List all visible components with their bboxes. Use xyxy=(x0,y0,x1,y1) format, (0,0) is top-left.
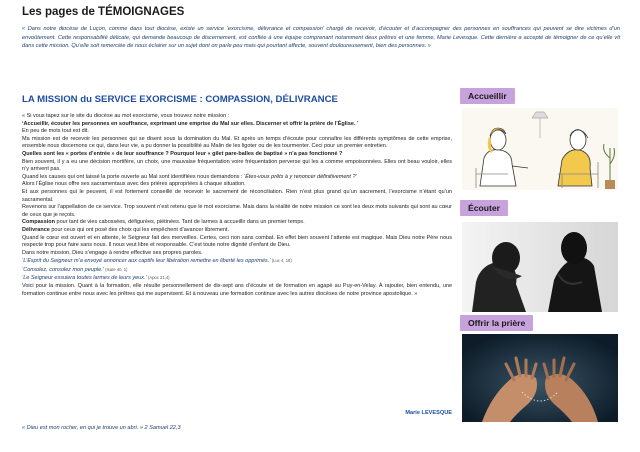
quote-reference: (Isaïe 40, 1) xyxy=(103,266,128,272)
paragraph: « Si vous tapez sur le site du diocèse au mot exorcisme, vous trouvez notre mission : xyxy=(22,113,230,119)
paragraph: Ma mission est de recevoir les personnes qui se disent sous la domination du Mal. Et après un temps d’écoute pour connaître les différents symptômes de cette emprise, ensemble nous discernons ce qui, dans leur vie, a pu donner la possibilité au Malin de les ligoter ou de les tourmenter. Ceci pour un premier entretien. xyxy=(22,135,452,150)
quote-text: ‘Consolez, consolez mon peuple.’ xyxy=(22,266,104,273)
inline-quote: ‘Êtes-vous prêts à y renoncer définitivement ?’ xyxy=(243,173,357,180)
mission-statement: ‘Accueillir, écouter les personnes en souffrance, exprimant une emprise du Mal sur elles. Discerner et offrir la prière de l’Église. ’ xyxy=(22,120,359,127)
footer-quote: « Dieu est mon rocher, en qui je trouve un abri. » 2 Samuel 22,3 xyxy=(22,425,181,431)
paragraph: Alors l’Église nous offre ses sacramentaux avec des prières appropriées à chaque situation. xyxy=(22,181,246,188)
paragraph: Dans notre mission, Dieu s’engage à rendre effective ses propres paroles. xyxy=(22,249,203,256)
paragraph xyxy=(22,219,452,227)
question-heading: Quelles sont les « portes d’entrée » de leur souffrance ? Pourquoi leur « gilet pare-balles de baptisé » n’a pas fonctionné ? xyxy=(22,150,343,157)
section-title: LA MISSION du SERVICE EXORCISME : COMPASSION, DÉLIVRANCE xyxy=(22,94,338,105)
paragraph-text: pour ceux qui ont posé des choix qui les empêchent d’avancer librement. xyxy=(49,226,229,233)
quote-text: ‘L’Esprit du Seigneur m’a envoyé annoncer aux captifs leur libération remettre en liberté les opprimés.’ xyxy=(22,258,271,265)
quote-text: ‘Le Seigneur essuiera toutes larmes de leurs yeux.’ xyxy=(22,275,147,282)
paragraph: En peu de mots tout est dit. xyxy=(22,128,89,135)
paragraph: Voici pour la mission. Quant à la formation, elle résulte personnellement de dix-sept ans d’écoute et de formation en agapè au Puy-en-Velay. À rajouter, bien entendu, une formation continue entre nous avec les prêtres qui me supervisent. Et à nouveau une formation continue avec les autres diocèses de notre province apostolique. » xyxy=(22,283,452,297)
prayer-hands-photo xyxy=(462,334,618,422)
paragraph-text: pour tant de vies cabossées, défigurées, piétinées. Tant de larmes à accueillir dans un premier temps. xyxy=(55,219,305,226)
silhouette-photo xyxy=(462,222,618,312)
article-body xyxy=(22,113,452,298)
paragraph: Et aux personnes qui le peuvent, il est fortement conseillé de recevoir le sacrement de réconciliation. Rien n’est plus grand qu’un sacrement, l’exorcisme n’étant qu’un sacramental. xyxy=(22,188,452,203)
paragraph xyxy=(22,227,452,235)
label-offrir-priere: Offrir la prière xyxy=(460,315,533,331)
label-ecouter: Écouter xyxy=(460,200,508,216)
conversation-illustration xyxy=(462,108,618,190)
paragraph-text: Quand les causes qui ont laissé la porte ouverte au Mal sont identifiées nous demandons : xyxy=(22,173,244,180)
quote-reference: (Luc 4, 18) xyxy=(270,258,292,264)
keyword-delivrance: Délivrance xyxy=(22,226,50,233)
page-title: Les pages de TÉMOIGNAGES xyxy=(22,6,185,18)
photo-listening xyxy=(462,222,618,312)
scripture-quote xyxy=(22,266,452,275)
quote-reference: (Apoc 21,4) xyxy=(146,275,170,281)
paragraph: Quand le cœur est ouvert et en attente, le Seigneur fait des merveilles. Certes, ceci non sans combat. En effet bien souvent l’attente est magique. Mais Dieu notre Père nous respecte trop pour faire sans nous. Il nous veut libre et responsable. C’est toute notre dignité d’enfant de Dieu. xyxy=(22,234,452,249)
photo-prayer-hands xyxy=(462,334,618,422)
paragraph: Revenons sur l’appellation de ce service. Trop souvent n’est retenu que le mot exorcisme. Mais dans la réalité de notre mission ce sont les deux mots suivants qui sont au cœur de ceux que je reçois. xyxy=(22,204,452,218)
intro-paragraph: « Dans notre diocèse de Luçon, comme dans tout diocèse, existe un service ‘exorcisme, délivrance et compassion’ chargé de recevoir, d’écouter et d’accompagner des personnes en souffrances qui peuvent se dire victimes d’un envoûtement. Cette responsabilité délicate, qui demande beaucoup de discernement, est confiée à une équipe comprenant notamment deux prêtres et une femme, Marie Levesque. Cette dernière a accepté de témoigner de ce qu’elle vit dans cette mission. Qu’elle soit remerciée de nous éclairer sur un sujet dont on parle peu mais qui pourtant affecte, souvent douloureusement, bien des personnes. » xyxy=(22,26,620,50)
keyword-compassion: Compassion xyxy=(22,219,56,226)
scripture-quote xyxy=(22,257,452,266)
scripture-quote xyxy=(22,274,452,283)
paragraph: Bien souvent, il y a eu une décision mortifère, un choix, une mauvaise fréquentation voire fréquentation perverse qui les a comme empoisonnées. Elles ont beau vouloir, elles n’y arrivent pas. xyxy=(22,158,452,173)
label-accueillir: Accueillir xyxy=(460,88,515,104)
illustration-welcome xyxy=(462,108,618,190)
author-signature: Marie LEVESQUE xyxy=(405,410,452,416)
